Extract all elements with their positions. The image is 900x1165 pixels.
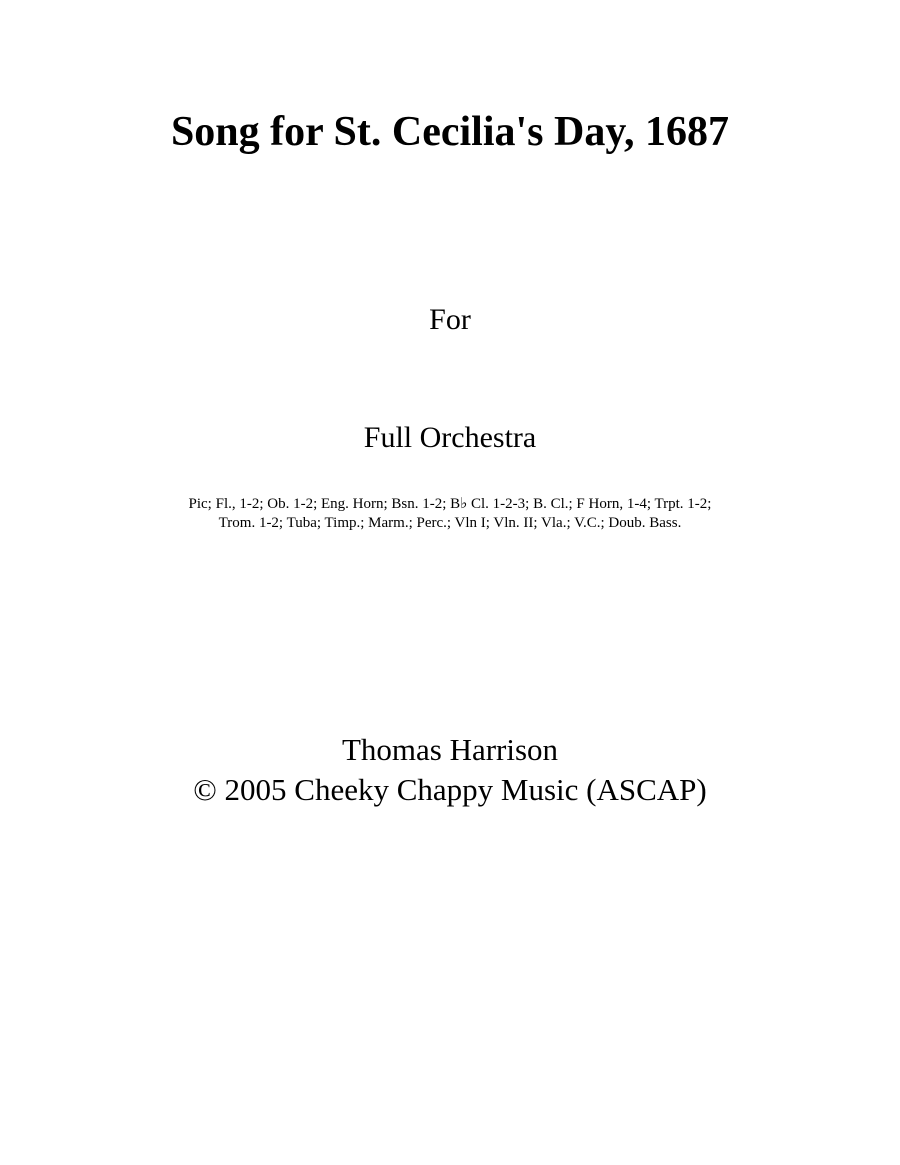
score-title: Song for St. Cecilia's Day, 1687 bbox=[170, 109, 730, 155]
composer-name: Thomas Harrison bbox=[341, 732, 559, 767]
instrumentation-line-2: Trom. 1-2; Tuba; Timp.; Marm.; Perc.; Vln I; Vln. II; Vla.; V.C.; Doub. Bass. bbox=[218, 515, 682, 531]
for-label: For bbox=[429, 303, 471, 336]
instrumentation-line-1: Pic; Fl., 1-2; Ob. 1-2; Eng. Horn; Bsn. 1-2; B♭ Cl. 1-2-3; B. Cl.; F Horn, 1-4; Trpt. 1-2; bbox=[188, 496, 712, 512]
copyright-notice: © 2005 Cheeky Chappy Music (ASCAP) bbox=[193, 772, 707, 807]
instrumentation-list bbox=[100, 495, 800, 533]
ensemble-name: Full Orchestra bbox=[363, 421, 537, 454]
